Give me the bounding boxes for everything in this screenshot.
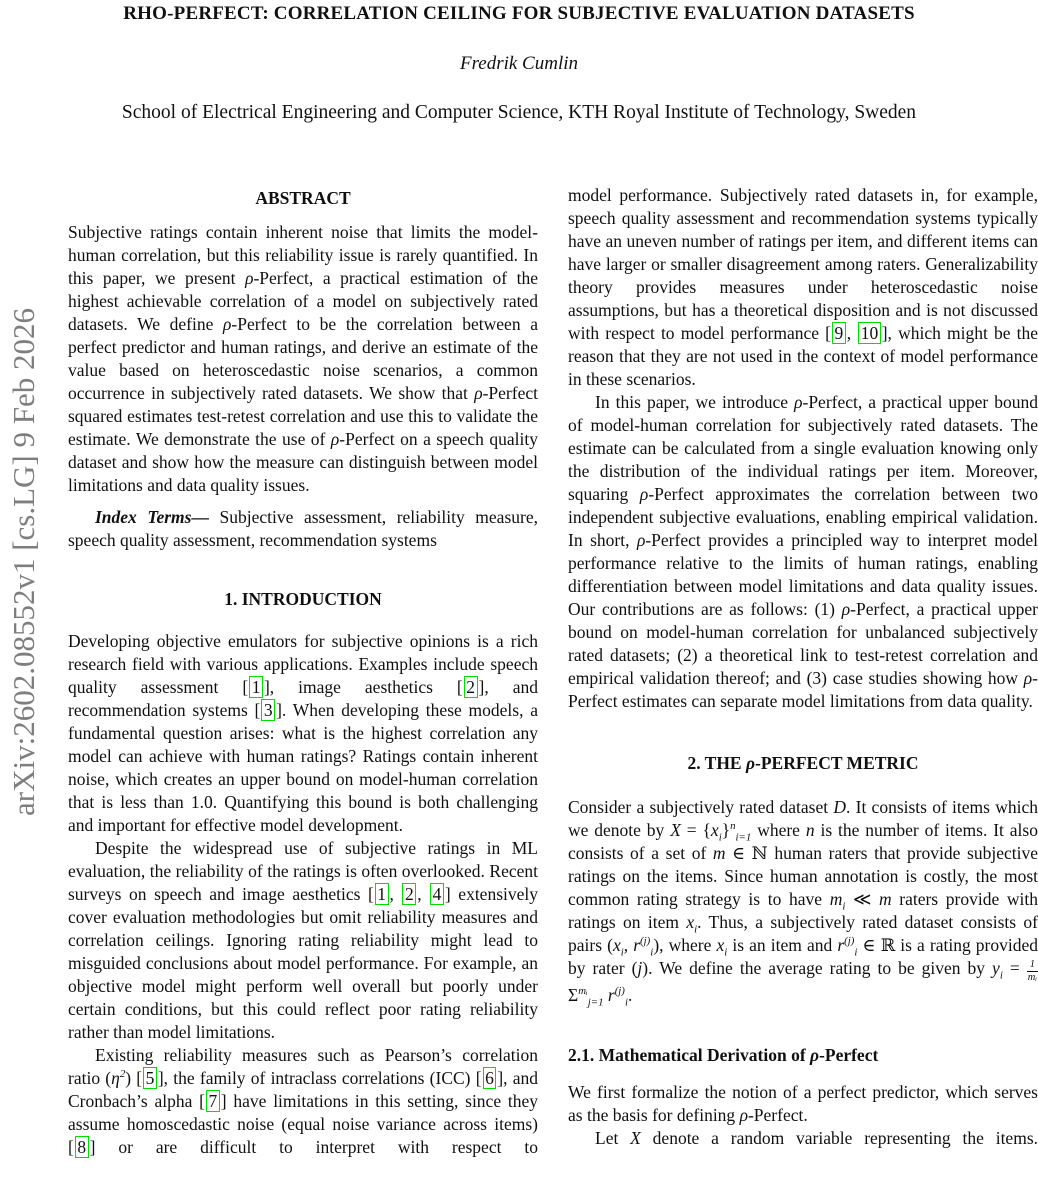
continuation-paragraph: model performance. Subjectively rated datasets in, for example, speech quality assessment and recommendation systems typically have an uneven number of ratings per item, and different items can have larger or smaller disagreement among raters. Generalizability theory provides measures under heteroscedastic noise assumptions, but has a theoretical disposition and is not discussed with respect to model performance [ 9 , 10 ], which might be the reason that they are not used in the context of model performance in these scenarios. bbox=[568, 185, 1038, 389]
right-column bbox=[568, 184, 1038, 1150]
derivation-subsection-heading: 2.1. Mathematical Derivation of ρ-Perfect bbox=[568, 1044, 879, 1065]
citation-link[interactable]: 2 bbox=[464, 676, 478, 698]
citation-link[interactable]: 6 bbox=[483, 1067, 497, 1089]
affiliation: School of Electrical Engineering and Computer Science, KTH Royal Institute of Technology, Sweden bbox=[121, 102, 917, 123]
metric-paragraph-1: Consider a subjectively rated dataset D. It consists of items which we denote by $X = \{x_i\}^n_{i=1}$ where n is the number of items. It also consists of a set of m ∈ ℕ human raters that provide subjective ratings on the items. Since human annotation is costly, the most common rating strategy is to have $m_i$ ≪ m raters provide with ratings on item $x_i$. Thus, a subjectively rated dataset consists of pairs ($x_i$, $r^{(j)}_i$), where $x_i$ is an item and $r^{(j)}_i$ ∈ ℝ is a rating provided by rater (j). We define the average rating to be given by $y_i$ = $\frac{1}{\text{mᵢ}}$ $\Sigma^{mᵢ}_{j=1}$ $r^{(j)}_i$. bbox=[568, 797, 1038, 1009]
citation-link[interactable]: 3 bbox=[261, 699, 275, 721]
author-name: Fredrik Cumlin bbox=[459, 53, 579, 74]
abstract-paragraph: Subjective ratings contain inherent noise that limits the model-human correlation, but this reliability issue is rarely quantified. In this paper, we present ρ-Perfect, a practical estimation of the highest achievable correlation of a model on subjectively rated datasets. We define ρ-Perfect to be the correlation between a perfect predictor and human ratings, and derive an estimate of the value based on heteroscedastic noise scenarios, a common occurrence in subjectively rated datasets. We show that ρ-Perfect squared estimates test-retest correlation and use this to validate the estimate. We demonstrate the use of ρ-Perfect on a speech quality dataset and show how the measure can distinguish between model limitations and data quality issues. bbox=[68, 222, 538, 495]
derivation-paragraph-1: We first formalize the notion of a perfect predictor, which serves as the basis for defining ρ-Perfect. bbox=[568, 1081, 1038, 1125]
intro-paragraph-1: Developing objective emulators for subjective opinions is a rich research field with various applications. Examples include speech quality assessment [ 1 ], image aesthetics [ 2 ], and recommendation systems [ 3 ]. When developing these models, a fundamental question arises: what is the highest correlation any model can achieve with human ratings? Ratings contain inherent noise, which creates an upper bound on model-human correlation that is less than 1.0. Quantifying this bound is both challenging and important for effective model development. bbox=[68, 631, 538, 835]
citation-link[interactable]: 5 bbox=[143, 1067, 157, 1089]
abstract-heading: ABSTRACT bbox=[255, 188, 351, 208]
introduction-heading: 1. INTRODUCTION bbox=[224, 589, 382, 609]
citation-link[interactable]: 1 bbox=[249, 676, 263, 698]
citation-link[interactable]: 4 bbox=[430, 883, 444, 905]
intro-paragraph-2: Despite the widespread use of subjective ratings in ML evaluation, the reliability of the ratings is often overlooked. Recent surveys on speech and image aesthetics [ 1 , 2 , 4 ] extensively cover evaluation methodologies but omit reliability measures and correlation ceilings. Ignoring rating reliability might lead to misguided conclusions about model performance. For example, an objective model might perform well overall but poorly under certain conditions, but this could reflect poor rating reliability rather than model limitations. bbox=[68, 838, 539, 1042]
citation-link[interactable]: 10 bbox=[858, 322, 881, 344]
fraction: $\frac{1}{\text{mᵢ}}$ bbox=[1027, 958, 1037, 983]
arxiv-stamp: arXiv:2602.08552v1 [cs.LG] 9 Feb 2026 bbox=[6, 308, 41, 816]
citation-link[interactable]: 2 bbox=[402, 883, 416, 905]
intro-paragraph-3: Existing reliability measures such as Pearson’s correlation ratio $(\eta^2)$ [ 5 ], the family of intraclass correlations (ICC) [ 6 ], and Cronbach’s alpha [ 7 ] have limitations in this setting, since they assume homoscedastic noise (equal noise variance across items) [ 8 ] or are difficult to interpret with respect to bbox=[68, 1045, 539, 1157]
citation-link[interactable]: 7 bbox=[206, 1090, 220, 1112]
citation-link[interactable]: 9 bbox=[832, 322, 846, 344]
citation-link[interactable]: 1 bbox=[375, 883, 389, 905]
derivation-paragraph-2: Let X denote a random variable representing the items. bbox=[595, 1127, 1038, 1148]
index-terms-paragraph: Index Terms— Subjective assessment, reliability measure, speech quality assessment, recommendation systems bbox=[68, 507, 538, 550]
paper-title: RHO-PERFECT: CORRELATION CEILING FOR SUBJECTIVE EVALUATION DATASETS bbox=[123, 3, 915, 24]
left-column bbox=[68, 186, 538, 1159]
contributions-paragraph: In this paper, we introduce ρ-Perfect, a practical upper bound of model-human correlation for subjectively rated datasets. The estimate can be calculated from a single evaluation knowing only the distribution of the individual ratings per item. Moreover, squaring ρ-Perfect approximates the correlation between two independent subjective evaluations, enabling empirical validation. In short, ρ-Perfect provides a principled way to interpret model performance relative to the limits of human ratings, enabling differentiation between model limitations and data quality issues. Our contributions are as follows: (1) ρ-Perfect, a practical upper bound on model-human correlation for unbalanced subjectively rated datasets; (2) a theoretical link to test-retest correlation and empirical validation thereof; and (3) case studies showing how ρ-Perfect estimates can separate model limitations from data quality. bbox=[568, 392, 1038, 711]
citation-link[interactable]: 8 bbox=[75, 1136, 89, 1158]
metric-section-heading: 2. THE ρ-PERFECT METRIC bbox=[687, 753, 919, 773]
